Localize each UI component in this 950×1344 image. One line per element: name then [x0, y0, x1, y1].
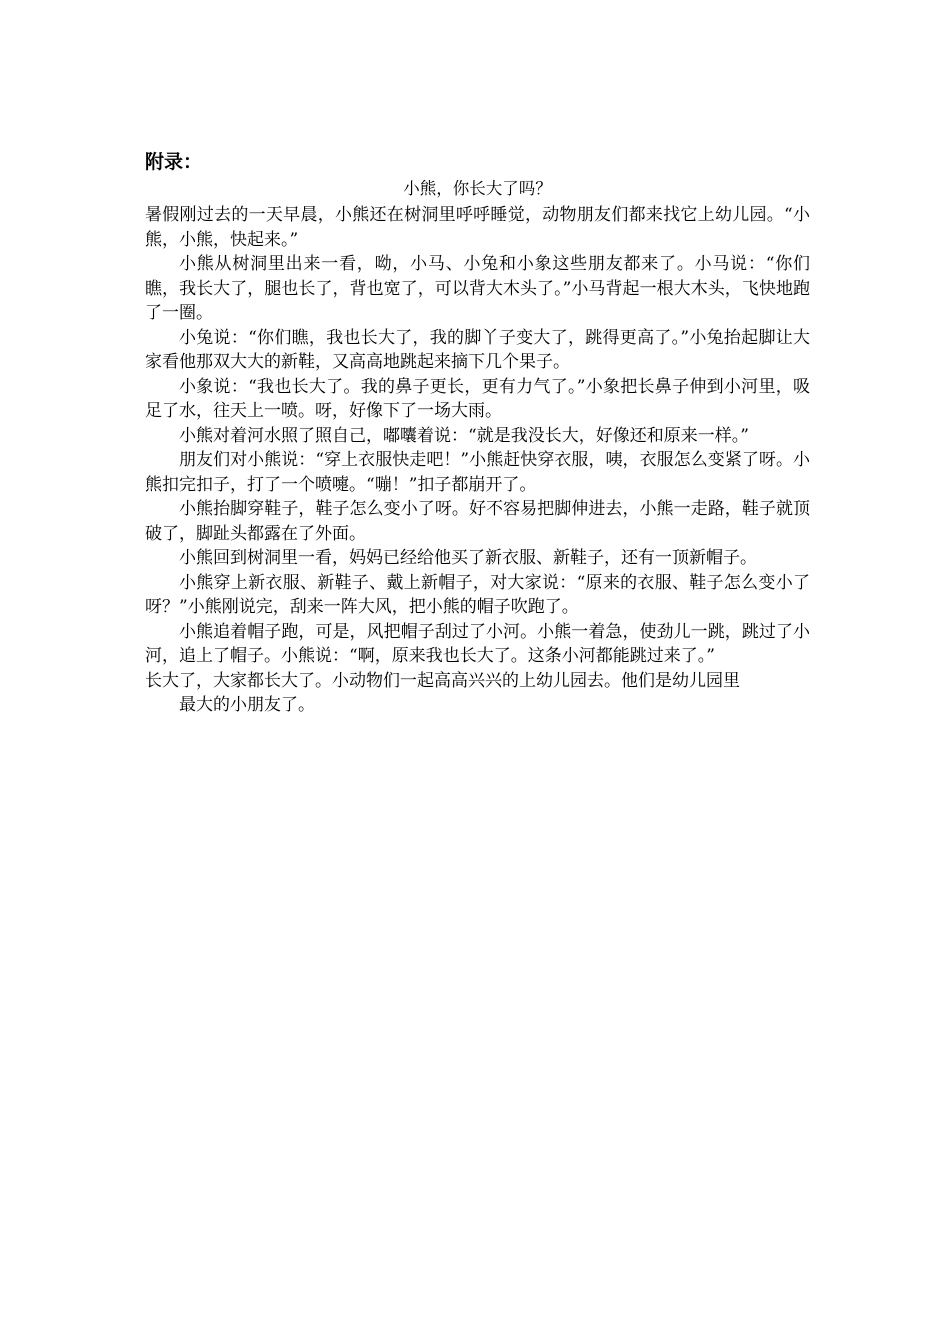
paragraph: 最大的小朋友了。 — [179, 695, 315, 715]
appendix-heading: 附录： — [145, 151, 203, 173]
paragraph: 小熊追着帽子跑，可是，风把帽子刮过了小河。小熊一着急，使劲儿一跳，跳过了小河，追上了帽子。小熊说：“啊，原来我也长大了。这条小河都能跳过来了。” — [145, 621, 810, 666]
paragraph: 小象说：“我也长大了。我的鼻子更长，更有力气了。”小象把长鼻子伸到小河里，吸足了水，往天上一喷。呀，好像下了一场大雨。 — [145, 376, 810, 421]
paragraph: 小熊抬脚穿鞋子，鞋子怎么变小了呀。好不容易把脚伸进去，小熊一走路，鞋子就顶破了，脚趾头都露在了外面。 — [145, 499, 810, 544]
paragraph: 小兔说：“你们瞧，我也长大了，我的脚丫子变大了，跳得更高了。”小兔抬起脚让大家看他那双大大的新鞋，又高高地跳起来摘下几个果子。 — [145, 327, 810, 372]
paragraph: 朋友们对小熊说：“穿上衣服快走吧！”小熊赶快穿衣服，咦，衣服怎么变紧了呀。小熊扣完扣子，打了一个喷嚏。“嘣！”扣子都崩开了。 — [145, 450, 810, 495]
document-body — [145, 150, 810, 718]
paragraph: 小熊对着河水照了照自己，嘟囔着说：“就是我没长大，好像还和原来一样。” — [179, 425, 749, 446]
paragraph: 小熊从树洞里出来一看，呦，小马、小兔和小象这些朋友都来了。小马说：“你们瞧，我长大了，腿也长了，背也宽了，可以背大木头了。”小马背起一根大木头，飞快地跑了一圈。 — [145, 254, 810, 323]
paragraph: 长大了，大家都长大了。小动物们一起高高兴兴的上幼儿园去。他们是幼儿园里 — [145, 670, 740, 691]
paragraph: 暑假刚过去的一天早晨，小熊还在树洞里呼呼睡觉，动物朋友们都来找它上幼儿园。“小熊，小熊，快起来。” — [145, 205, 810, 250]
paragraph: 小熊回到树洞里一看，妈妈已经给他买了新衣服、新鞋子，还有一顶新帽子。 — [179, 548, 757, 568]
story-title: 小熊，你长大了吗？ — [403, 179, 552, 198]
paragraph: 小熊穿上新衣服、新鞋子、戴上新帽子，对大家说：“原来的衣服、鞋子怎么变小了呀？”小熊刚说完，刮来一阵大风，把小熊的帽子吹跑了。 — [145, 572, 810, 617]
